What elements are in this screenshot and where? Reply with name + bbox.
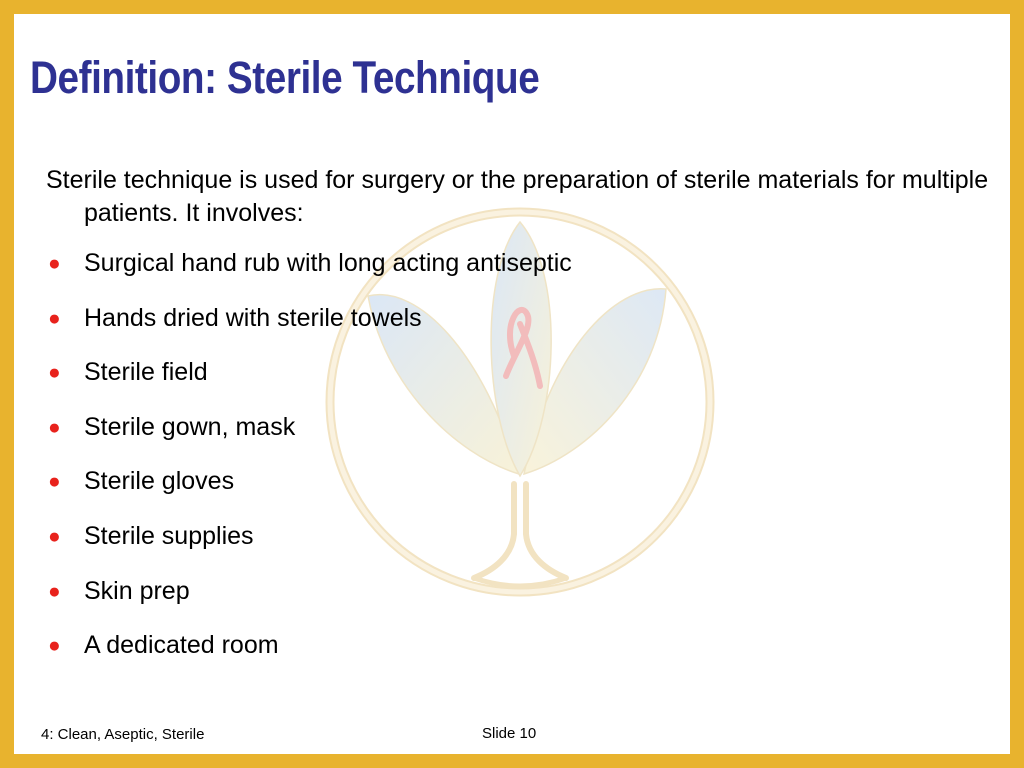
- bullet-item: [46, 411, 991, 444]
- bullet-list: [46, 247, 991, 662]
- bullet-dot-icon: ●: [48, 415, 61, 439]
- slide-title: Definition: Sterile Technique: [30, 52, 540, 103]
- bullet-item: [46, 302, 991, 335]
- bullet-text: Skin prep: [84, 576, 190, 605]
- bullet-dot-icon: ●: [48, 634, 61, 658]
- slide-canvas: [14, 14, 1010, 754]
- slide-number: Slide 10: [482, 725, 537, 742]
- bullet-dot-icon: ●: [48, 524, 61, 548]
- bullet-text: Sterile field: [84, 358, 208, 387]
- footer-module-label: 4: Clean, Aseptic, Sterile: [41, 726, 205, 743]
- intro-paragraph: Sterile technique is used for surgery or the preparation of sterile materials for multiple patients. It involves:: [46, 166, 989, 227]
- bullet-dot-icon: ●: [48, 579, 61, 603]
- bullet-dot-icon: ●: [48, 252, 61, 275]
- bullet-dot-icon: ●: [48, 306, 61, 330]
- bullet-item: [46, 520, 991, 553]
- bullet-item: [46, 465, 991, 498]
- slide-body: [46, 164, 991, 684]
- bullet-dot-icon: ●: [48, 361, 61, 385]
- bullet-text: Sterile gown, mask: [84, 412, 296, 441]
- bullet-text: A dedicated room: [84, 631, 279, 660]
- bullet-item: [46, 247, 991, 280]
- bullet-dot-icon: ●: [48, 470, 61, 494]
- bullet-item: [46, 629, 991, 662]
- bullet-text: Surgical hand rub with long acting antiseptic: [84, 249, 572, 277]
- bullet-text: Hands dried with sterile towels: [84, 303, 422, 332]
- bullet-text: Sterile supplies: [84, 521, 254, 550]
- bullet-item: [46, 575, 991, 608]
- bullet-item: [46, 356, 991, 389]
- bullet-text: Sterile gloves: [84, 467, 235, 496]
